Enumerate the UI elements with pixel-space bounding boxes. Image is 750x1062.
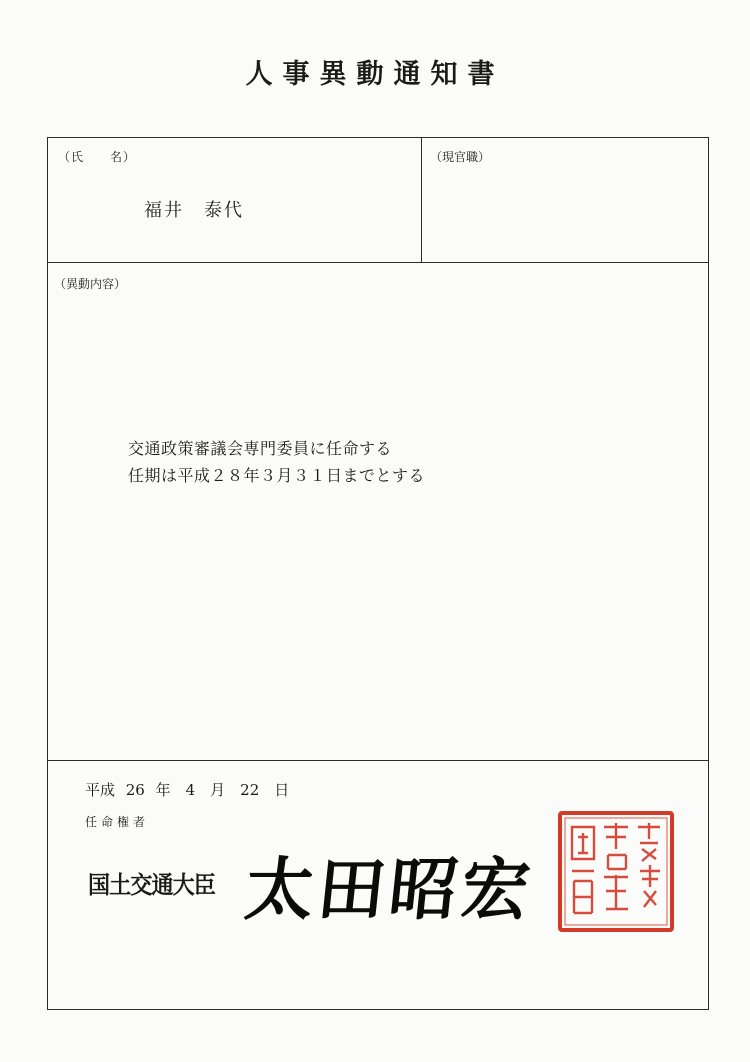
official-seal-stamp bbox=[556, 809, 676, 934]
name-cell bbox=[48, 138, 422, 262]
content-line-1: 交通政策審議会専門委員に任命する bbox=[128, 439, 393, 458]
document-title: 人事異動通知書 bbox=[245, 59, 505, 90]
header-row bbox=[48, 138, 708, 263]
transfer-content-label: （異動内容） bbox=[54, 277, 127, 291]
name-value: 福井 泰代 bbox=[144, 200, 244, 221]
transfer-content-text bbox=[128, 435, 425, 489]
transfer-content-section bbox=[48, 263, 708, 761]
current-post-cell bbox=[422, 138, 708, 262]
issue-date: 平成 26 年 4 月 22 日 bbox=[85, 781, 290, 799]
notice-form bbox=[47, 137, 709, 1010]
name-label: （氏 名） bbox=[58, 150, 137, 164]
appointing-authority-label: 任命権者 bbox=[85, 815, 150, 829]
minister-title: 国土交通大臣 bbox=[88, 871, 215, 899]
minister-name-signature: 太田昭宏 bbox=[241, 851, 538, 930]
current-post-label: （現官職） bbox=[430, 150, 491, 164]
content-line-2: 任期は平成２８年３月３１日までとする bbox=[128, 466, 426, 485]
authority-section bbox=[48, 761, 708, 1009]
